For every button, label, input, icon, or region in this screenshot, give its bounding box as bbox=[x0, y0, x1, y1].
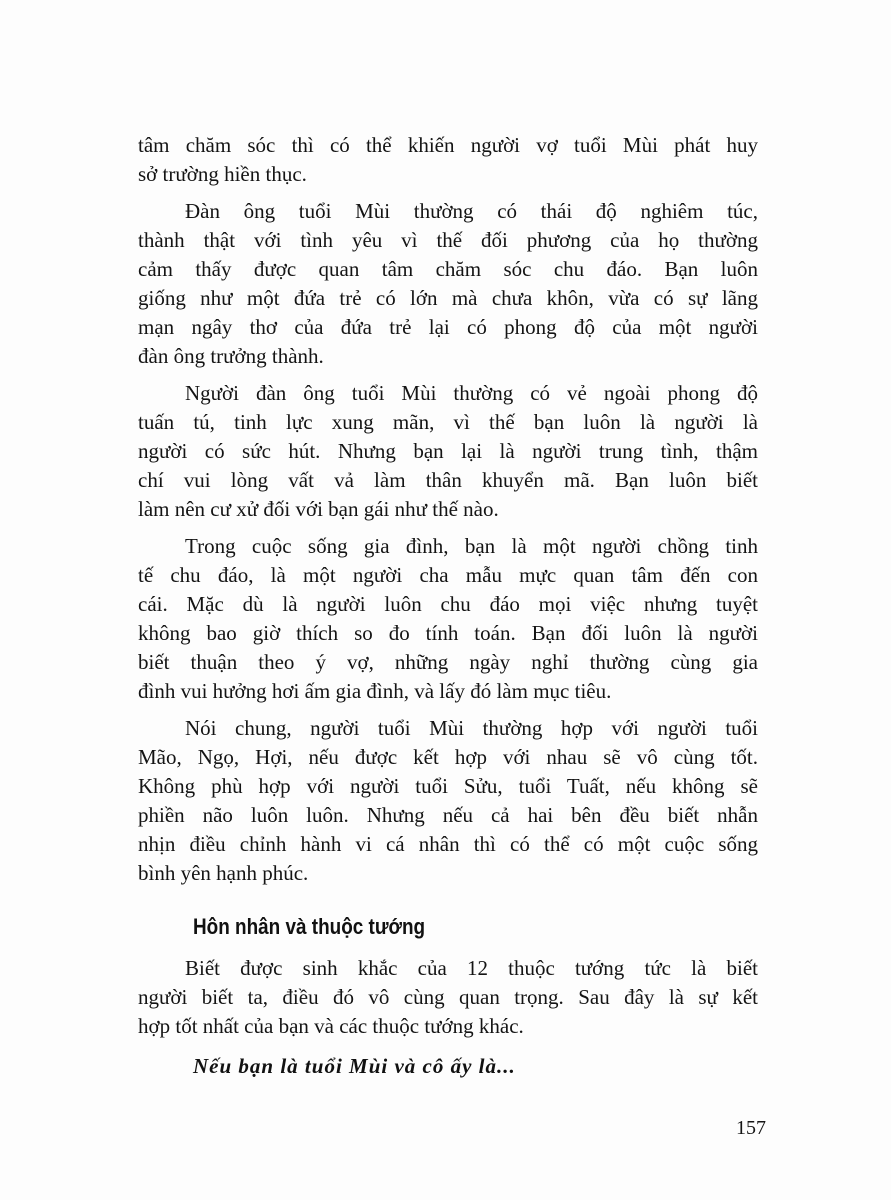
text-line: thành thật với tình yêu vì thế đối phương của họ thường bbox=[138, 228, 758, 252]
text-line: Biết được sinh khắc của 12 thuộc tướng tức là biết bbox=[185, 956, 758, 980]
text-line: chí vui lòng vất vả làm thân khuyển mã. Bạn luôn biết bbox=[138, 468, 758, 492]
text-line: làm nên cư xử đối với bạn gái như thế nào. bbox=[138, 497, 499, 521]
text-line: giống như một đứa trẻ có lớn mà chưa khôn, vừa có sự lãng bbox=[138, 286, 758, 310]
text-line: tế chu đáo, là một người cha mẫu mực quan tâm đến con bbox=[138, 563, 758, 587]
text-line: không bao giờ thích so đo tính toán. Bạn đối luôn là người bbox=[138, 621, 758, 645]
text-line: Mão, Ngọ, Hợi, nếu được kết hợp với nhau sẽ vô cùng tốt. bbox=[138, 745, 758, 769]
body-paragraph bbox=[138, 197, 758, 371]
text-line: sở trường hiền thục. bbox=[138, 162, 307, 186]
text-line: hợp tốt nhất của bạn và các thuộc tướng khác. bbox=[138, 1014, 524, 1038]
text-line: nhịn điều chỉnh hành vi cá nhân thì có thể có một cuộc sống bbox=[138, 832, 758, 856]
body-paragraph bbox=[138, 379, 758, 524]
text-line: tuấn tú, tinh lực xung mãn, vì thế bạn luôn là người là bbox=[138, 410, 758, 434]
text-line: bình yên hạnh phúc. bbox=[138, 861, 309, 885]
section-body-text bbox=[138, 954, 758, 1049]
text-line: Đàn ông tuổi Mùi thường có thái độ nghiêm túc, bbox=[185, 199, 758, 223]
text-line: biết thuận theo ý vợ, những ngày nghỉ thường cùng gia bbox=[138, 650, 758, 674]
text-line: mạn ngây thơ của đứa trẻ lại có phong độ của một người bbox=[138, 315, 758, 339]
text-line: Người đàn ông tuổi Mùi thường có vẻ ngoài phong độ bbox=[185, 381, 758, 405]
page-number: 157 bbox=[736, 1117, 766, 1139]
text-line: tâm chăm sóc thì có thể khiến người vợ tuổi Mùi phát huy bbox=[138, 133, 758, 157]
text-line: cảm thấy được quan tâm chăm sóc chu đáo. Bạn luôn bbox=[138, 257, 758, 281]
text-line: người biết ta, điều đó vô cùng quan trọng. Sau đây là sự kết bbox=[138, 985, 758, 1009]
text-line: Trong cuộc sống gia đình, bạn là một người chồng tinh bbox=[185, 534, 758, 558]
text-line: đàn ông trưởng thành. bbox=[138, 344, 324, 368]
subsection-heading: Nếu bạn là tuổi Mùi và cô ấy là... bbox=[193, 1054, 516, 1078]
section-heading: Hôn nhân và thuộc tướng bbox=[193, 914, 426, 939]
body-text bbox=[138, 131, 758, 896]
text-line: phiền não luôn luôn. Nhưng nếu cả hai bên đều biết nhẫn bbox=[138, 803, 758, 827]
body-paragraph bbox=[138, 532, 758, 706]
text-line: cái. Mặc dù là người luôn chu đáo mọi việc nhưng tuyệt bbox=[138, 592, 758, 616]
text-line: đình vui hưởng hơi ấm gia đình, và lấy đó làm mục tiêu. bbox=[138, 679, 612, 703]
text-line: Không phù hợp với người tuổi Sửu, tuổi Tuất, nếu không sẽ bbox=[138, 774, 758, 798]
text-line: Nói chung, người tuổi Mùi thường hợp với người tuổi bbox=[185, 716, 758, 740]
text-line: người có sức hút. Nhưng bạn lại là người trung tình, thậm bbox=[138, 439, 758, 463]
body-paragraph bbox=[138, 714, 758, 888]
body-paragraph bbox=[138, 131, 758, 189]
body-paragraph bbox=[138, 954, 758, 1041]
